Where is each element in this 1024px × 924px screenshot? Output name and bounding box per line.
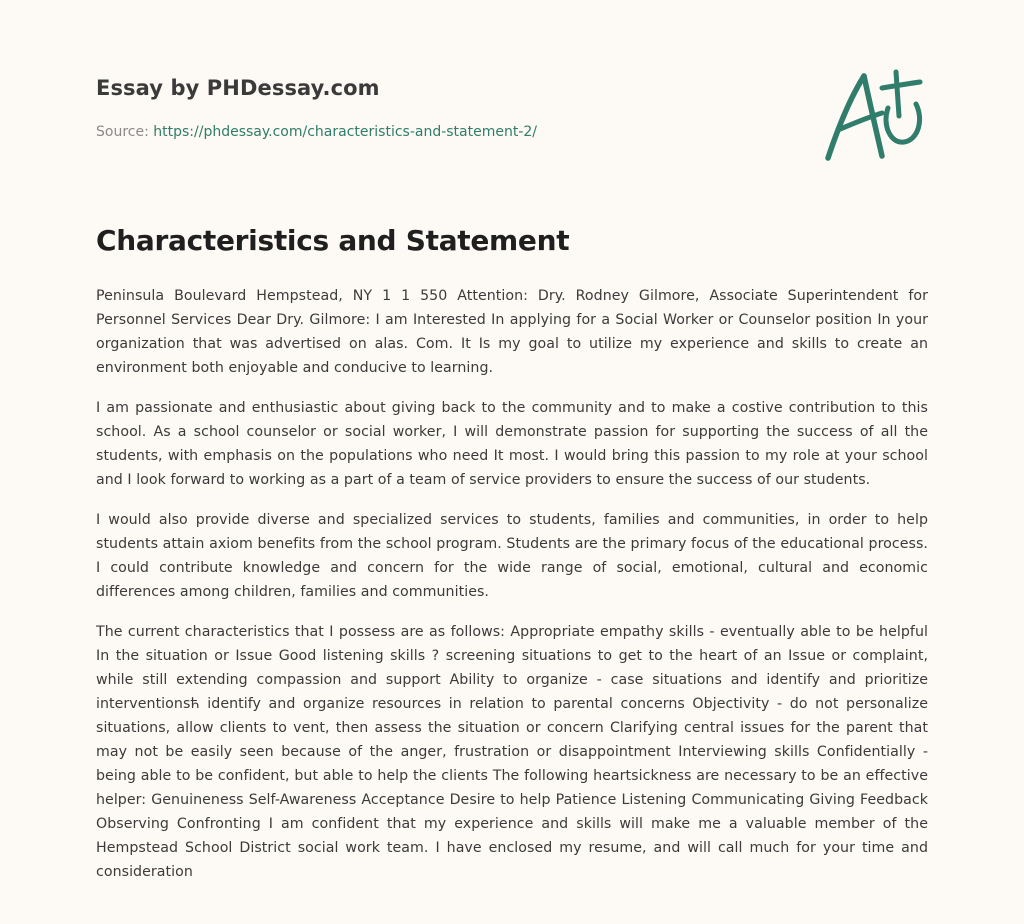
essay-paragraph: I am passionate and enthusiastic about giving back to the community and to make a costive contribution to this school. As a school counselor or social worker, I will demonstrate passion for supporting the success of all the students, with emphasis on the populations who need It most. I would bring this passion to my role at your school and I look forward to working as a part of a team of service providers to ensure the success of our students. <box>96 400 928 488</box>
essay-title: Characteristics and Statement <box>96 224 570 257</box>
essay-body <box>96 284 928 900</box>
source-line <box>96 124 537 140</box>
source-link[interactable]: https://phdessay.com/characteristics-and-statement-2/ <box>153 124 538 140</box>
essay-paragraph: The current characteristics that I possess are as follows: Appropriate empathy skills - eventually able to be helpful In the situation or Issue Good listening skills ? screening situations to get to the heart of an Issue or complaint, while still extending compassion and support Ability to organize - case situations and identify and prioritize interventionsћ identify and organize resources in relation to parental concerns Objectivity - do not personalize situations, allow clients to vent, then assess the situation or concern Clarifying central issues for the parent that may not be easily seen because of the anger, frustration or disappointment Interviewing skills Confidentially - being able to be confident, but able to help the clients The following heartsickness are necessary to be an effective helper: Genuineness Self-Awareness Acceptance Desire to help Patience Listening Communicating Giving Feedback Observing Confronting I am confident that my experience and skills will make me a valuable member of the Hempstead School District social work team. I have enclosed my resume, and will call much for your time and consideration <box>96 624 928 880</box>
essay-paragraph: Peninsula Boulevard Hempstead, NY 1 1 550 Attention: Dry. Rodney Gilmore, Associate Superintendent for Personnel Services Dear Dry. Gilmore: I am Interested In applying for a Social Worker or Counselor position In your organization that was advertised on alas. Com. It Is my goal to utilize my experience and skills to create an environment both enjoyable and conducive to learning. <box>96 288 928 376</box>
essay-paragraph: I would also provide diverse and specialized services to students, families and communities, in order to help students attain axiom benefits from the school program. Students are the primary focus of the educational process. I could contribute knowledge and concern for the wide range of social, emotional, cultural and economic differences among children, families and communities. <box>96 512 928 600</box>
source-label: Source: <box>96 124 154 140</box>
site-brand: Essay by PHDessay.com <box>96 76 380 100</box>
a-plus-logo-icon <box>820 64 928 168</box>
